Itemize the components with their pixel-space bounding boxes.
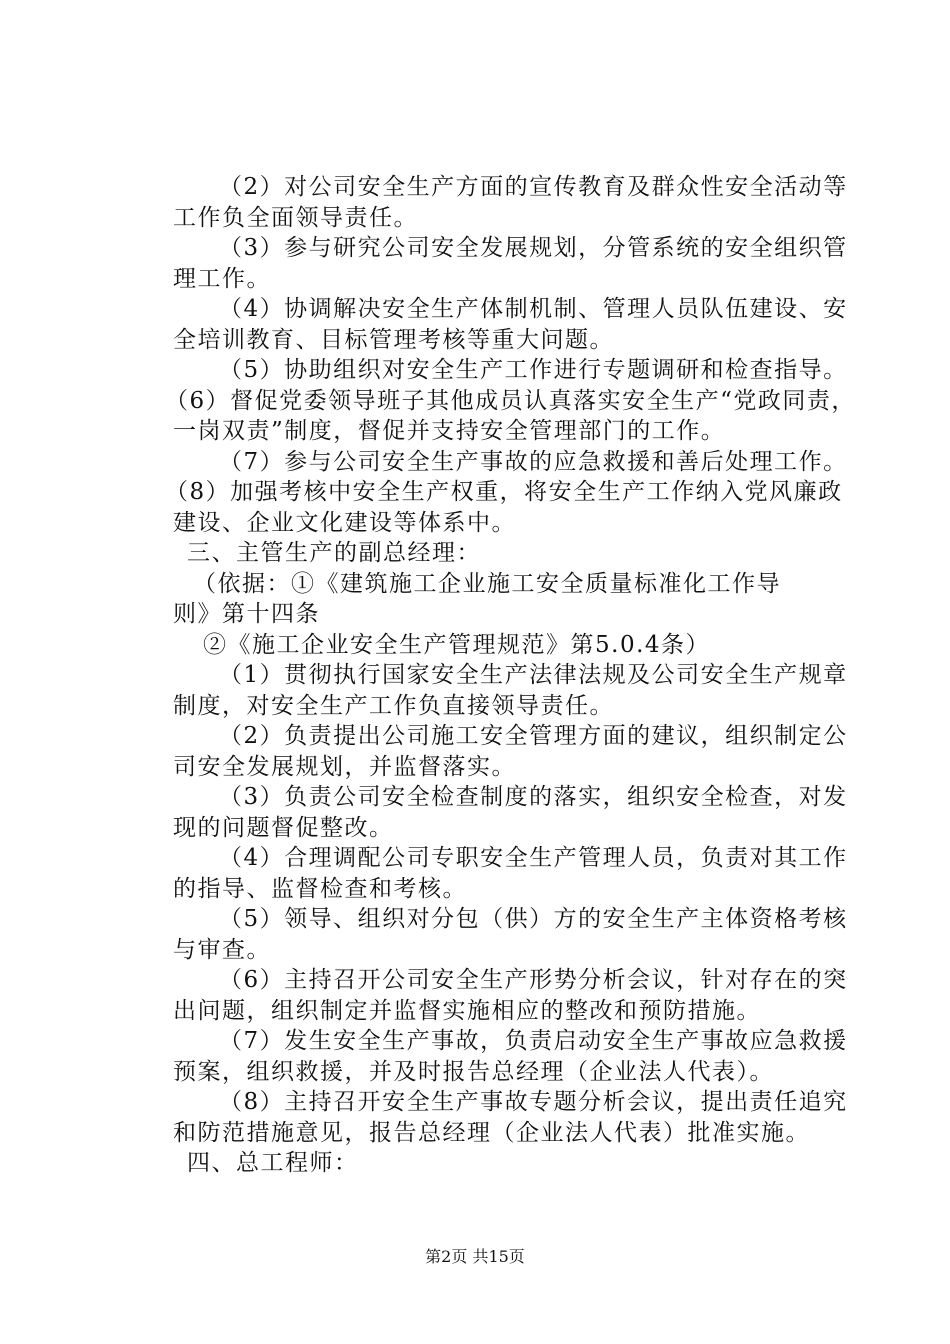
text-line: （2）对公司安全生产方面的宣传教育及群众性安全活动等 bbox=[219, 174, 848, 200]
text-line: 司安全发展规划，并监督落实。 bbox=[173, 753, 516, 780]
text-line: 预案，组织救援，并及时报告总经理（企业法人代表）。 bbox=[173, 1058, 774, 1085]
text-line: 和防范措施意见，报告总经理（企业法人代表）批准实施。 bbox=[173, 1119, 810, 1146]
text-line: 的指导、监督检查和考核。 bbox=[173, 875, 467, 902]
text-line: 现的问题督促整改。 bbox=[173, 814, 394, 841]
text-line: （6）主持召开公司安全生产形势分析会议，针对存在的突 bbox=[219, 967, 848, 993]
text-line: 与审查。 bbox=[173, 936, 271, 963]
text-line: ②《施工企业安全生产管理规范》第5.0.4条） bbox=[203, 631, 711, 658]
text-line: 制度，对安全生产工作负直接领导责任。 bbox=[173, 692, 614, 719]
text-line: （6）督促党委领导班子其他成员认真落实安全生产“党政同责， bbox=[165, 387, 856, 414]
page-footer: 第2页 共15页 bbox=[425, 1247, 525, 1266]
text-line: （5）协助组织对安全生产工作进行专题调研和检查指导。 bbox=[219, 357, 848, 383]
text-line: 则》第十四条 bbox=[173, 601, 320, 627]
text-line: 四、总工程师： bbox=[187, 1150, 359, 1176]
text-line: （4）协调解决安全生产体制机制、管理人员队伍建设、安 bbox=[219, 296, 848, 322]
document-body bbox=[165, 172, 856, 1179]
text-line: （2）负责提出公司施工安全管理方面的建议，组织制定公 bbox=[219, 723, 848, 749]
text-line: （7）发生安全生产事故，负责启动安全生产事故应急救援 bbox=[219, 1028, 848, 1054]
text-line: （7）参与公司安全生产事故的应急救援和善后处理工作。 bbox=[219, 448, 848, 475]
text-line: （1）贯彻执行国家安全生产法律法规及公司安全生产规章 bbox=[219, 662, 848, 688]
text-line: （依据：①《建筑施工企业施工安全质量标准化工作导 bbox=[193, 570, 781, 597]
text-line: 全培训教育、目标管理考核等重大问题。 bbox=[173, 326, 614, 353]
text-line: （8）加强考核中安全生产权重，将安全生产工作纳入党风廉政 bbox=[165, 479, 843, 505]
text-line: 工作负全面领导责任。 bbox=[173, 204, 418, 231]
text-line: （4）合理调配公司专职安全生产管理人员，负责对其工作 bbox=[219, 845, 848, 871]
text-line: 建设、企业文化建设等体系中。 bbox=[173, 509, 516, 536]
text-line: （5）领导、组织对分包（供）方的安全生产主体资格考核 bbox=[219, 906, 848, 932]
text-line: 理工作。 bbox=[173, 265, 271, 292]
text-line: 出问题，组织制定并监督实施相应的整改和预防措施。 bbox=[173, 997, 761, 1024]
text-line: （3）参与研究公司安全发展规划，分管系统的安全组织管 bbox=[219, 235, 848, 261]
text-line: （8）主持召开安全生产事故专题分析会议，提出责任追究 bbox=[219, 1089, 848, 1115]
text-line: （3）负责公司安全检查制度的落实，组织安全检查，对发 bbox=[219, 784, 848, 810]
text-line: 三、主管生产的副总经理： bbox=[187, 540, 481, 566]
text-line: 一岗双责”制度，督促并支持安全管理部门的工作。 bbox=[173, 418, 726, 444]
